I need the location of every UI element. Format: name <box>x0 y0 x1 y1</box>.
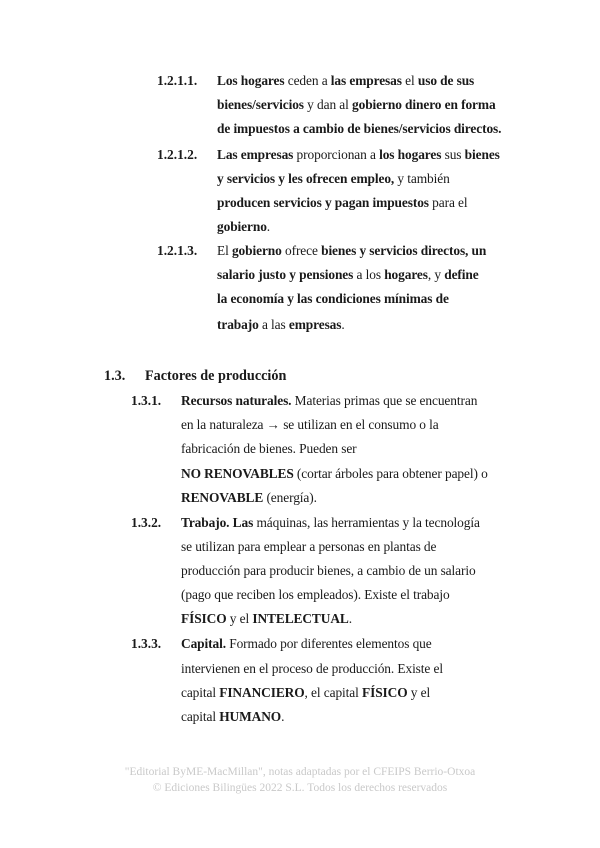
text: fabricación de bienes. Pueden ser <box>181 441 357 456</box>
item-line <box>181 708 284 726</box>
text: , y <box>427 267 445 282</box>
section-number: 1.3. <box>104 368 126 384</box>
text: , el capital <box>304 685 362 700</box>
text: para el <box>428 195 468 210</box>
bold-text: hogares <box>384 267 428 282</box>
item-line <box>181 514 480 532</box>
item-line <box>217 146 500 164</box>
item-line <box>217 290 449 308</box>
text: el <box>401 73 418 88</box>
text: y también <box>394 171 450 186</box>
item-number: 1.3.1. <box>131 393 162 408</box>
text: capital <box>181 685 220 700</box>
bold-text: gobierno <box>231 243 282 258</box>
item-number: 1.2.1.3. <box>157 243 198 258</box>
text: a los <box>353 267 385 282</box>
text: proporcionan a <box>293 147 380 162</box>
bold-text: las empresas <box>330 73 402 88</box>
bold-text: de impuestos a cambio de bienes/servicios directos. <box>217 121 502 136</box>
text: capital <box>181 709 220 724</box>
bold-text: trabajo <box>217 317 259 332</box>
text: . <box>348 611 352 626</box>
bold-text: define <box>444 267 479 282</box>
item-line <box>181 465 488 483</box>
bold-text: Capital. <box>181 636 226 651</box>
text: se utilizan para emplear a personas en plantas de <box>181 539 437 554</box>
text: intervienen en el proceso de producción. Existe el <box>181 661 443 676</box>
bold-text: salario justo y pensiones <box>217 267 354 282</box>
item-line <box>217 266 479 284</box>
bold-text: FÍSICO <box>181 611 227 626</box>
text: . <box>266 219 271 234</box>
bold-text: NO RENOVABLES <box>181 466 294 481</box>
item-line <box>181 392 477 410</box>
bold-text: bienes <box>464 147 500 162</box>
bold-text: Los hogares <box>217 73 285 88</box>
item-line <box>217 96 496 114</box>
bold-text: y servicios y les ofrecen empleo, <box>217 171 395 186</box>
item-line <box>181 489 317 507</box>
footer-line-1: "Editorial ByME-MacMillan", notas adaptadas por el CFEIPS Berrio-Otxoa <box>124 766 476 778</box>
item-line <box>181 416 439 434</box>
bold-text: Recursos naturales. <box>181 393 292 408</box>
text: (cortar árboles para obtener papel) o <box>293 466 488 481</box>
item-line <box>217 72 474 90</box>
text: en la naturaleza → se utilizan en el consumo o la <box>181 417 439 432</box>
item-line <box>181 586 450 604</box>
item-line <box>217 120 501 138</box>
text: . <box>281 709 285 724</box>
text: ofrece <box>281 243 322 258</box>
bold-text: gobierno dinero en forma <box>352 97 496 112</box>
item-line <box>181 562 476 580</box>
text: producción para producir bienes, a cambio de un salario <box>181 563 476 578</box>
text: (energía). <box>263 490 317 505</box>
item-line <box>181 635 432 653</box>
text: El <box>217 243 232 258</box>
bold-text: RENOVABLE <box>181 490 264 505</box>
text: ceden a <box>284 73 331 88</box>
bold-text: producen servicios y pagan impuestos <box>217 195 429 210</box>
text: Materias primas que se encuentran <box>291 393 478 408</box>
text: y el <box>407 685 431 700</box>
bold-text: HUMANO <box>219 709 282 724</box>
item-line <box>181 684 430 702</box>
text: (pago que reciben los empleados). Existe el trabajo <box>181 587 450 602</box>
bold-text: empresas <box>288 317 342 332</box>
bold-text: bienes y servicios directos, un <box>321 243 487 258</box>
item-line <box>181 440 357 458</box>
bold-text: Las empresas <box>217 147 294 162</box>
bold-text: Trabajo. Las <box>181 515 254 530</box>
item-line <box>217 170 450 188</box>
item-line <box>217 218 270 236</box>
section-title: Factores de producción <box>145 368 287 384</box>
item-number: 1.3.2. <box>131 515 162 530</box>
item-line <box>217 194 468 212</box>
item-line <box>181 538 436 556</box>
item-number: 1.3.3. <box>131 636 162 651</box>
bold-text: INTELECTUAL <box>252 611 349 626</box>
bold-text: la economía y las condiciones mínimas de <box>217 291 449 306</box>
bold-text: los hogares <box>379 147 442 162</box>
item-line <box>181 660 443 678</box>
bold-text: FÍSICO <box>362 685 408 700</box>
item-line <box>217 316 345 334</box>
bold-text: FINANCIERO <box>219 685 305 700</box>
text: máquinas, las herramientas y la tecnología <box>253 515 480 530</box>
item-number: 1.2.1.2. <box>157 147 198 162</box>
item-number: 1.2.1.1. <box>157 73 198 88</box>
footer-line-2: © Ediciones Bilingües 2022 S.L. Todos los derechos reservados <box>152 782 448 794</box>
bold-text: uso de sus <box>417 73 475 88</box>
bold-text: bienes/servicios <box>217 97 304 112</box>
bold-text: gobierno <box>217 219 267 234</box>
text: a las <box>258 317 289 332</box>
text: sus <box>441 147 465 162</box>
text: y dan al <box>303 97 353 112</box>
item-line <box>217 242 486 260</box>
text: Formado por diferentes elementos que <box>225 636 432 651</box>
item-line <box>181 610 352 628</box>
text: . <box>341 317 345 332</box>
text: y el <box>226 611 253 626</box>
